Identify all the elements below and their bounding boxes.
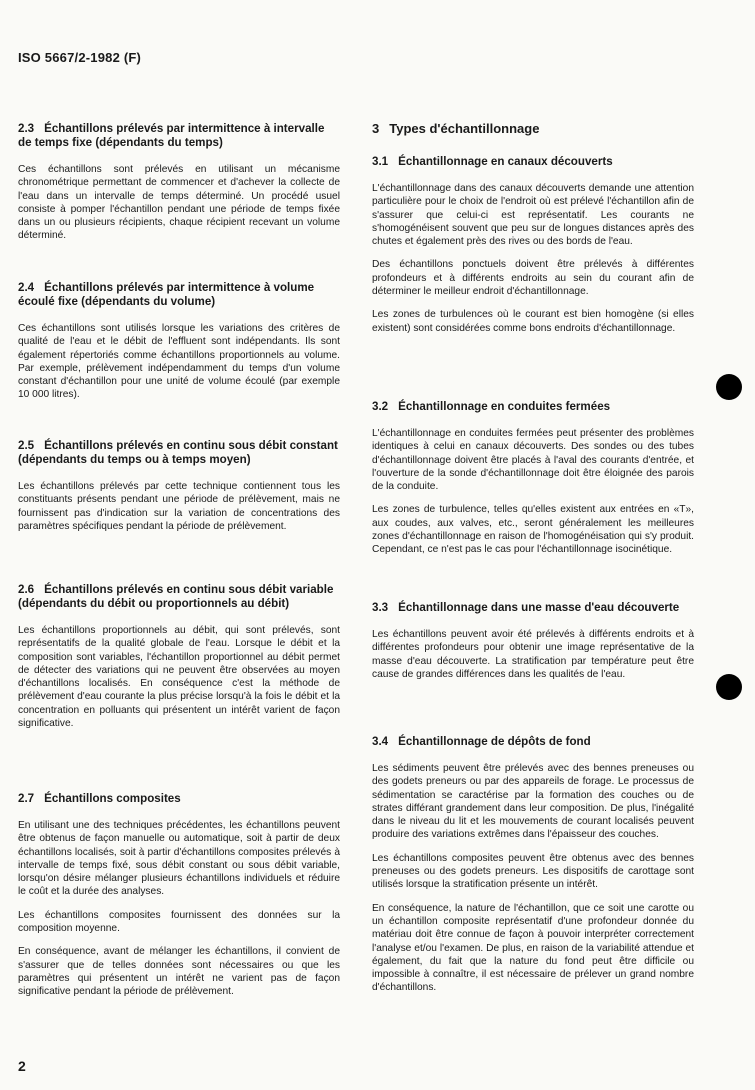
paragraph: Ces échantillons sont utilisés lorsque les variations des critères de qualité de l'eau et le débit de l'effluent sont indépendants. Ils sont également répertoriés comme échantillons proportionnels au volume. Par exemple, prélèvement indépendamment du temps d'un volume constant d'échantillon pour une unité de volume écoulé (par exemple 10 000 litres). — [18, 323, 340, 401]
section-title: Échantillons prélevés par intermittence à volume écoulé fixe (dépendants du volume) — [18, 281, 315, 308]
paragraph: Les échantillons proportionnels au débit, qui sont prélevés, sont représentatifs de la qualité globale de l'eau. Lorsque le débit et la composition sont variables, l'échantillon proportionnel au débit permet de détecter des variations qui ne peuvent être observées au moyen d'échantillons localisés. En conséquence c'est la méthode de prélèvement d'eau courante la plus précise lorsqu'à la fois le débit et la concentration en polluants qui présentent un intérêt varient de façon significative. — [18, 625, 340, 730]
section-2-3 — [18, 122, 340, 253]
paragraph: Les échantillons peuvent avoir été prélevés à différents endroits et à différentes profondeurs pour obtenir une image représentative de la masse d'eau découverte. La stratification par température peut être cause de grandes différences dans les qualités de l'eau. — [372, 629, 694, 680]
page-number: 2 — [18, 1058, 26, 1074]
section-heading — [18, 281, 340, 309]
paragraph: En conséquence, avant de mélanger les échantillons, il convient de s'assurer que de telles données sont nécessaires ou que les paramètres qui présentent un intérêt ne varient pas de façon significative pendant la période de prélèvement. — [18, 946, 340, 998]
section-3-2 — [372, 400, 694, 567]
section-heading — [18, 792, 340, 806]
paragraph: Des échantillons ponctuels doivent être prélevés à différentes profondeurs et à différents endroits au sein du courant afin de déterminer le meilleur endroit d'échantillonnage. — [372, 259, 694, 298]
section-heading — [372, 735, 694, 749]
document-header: ISO 5667/2-1982 (F) — [18, 50, 142, 65]
section-number: 2.3 — [18, 122, 35, 135]
punch-hole-bottom — [716, 674, 742, 700]
section-heading — [372, 155, 694, 169]
section-title: Échantillonnage en canaux découverts — [398, 155, 613, 168]
section-heading — [372, 400, 694, 414]
section-title: Types d'échantillonnage — [389, 121, 540, 136]
paragraph: Les zones de turbulence, telles qu'elles existent aux entrées en «T», aux coudes, aux valves, etc., seront généralement les meilleures zones d'échantillonnage en raison de l'homogénéisation qui s'y produit. Cependant, ce n'est pas le cas pour l'échantillonnage isocinétique. — [372, 504, 694, 556]
paragraph: En utilisant une des techniques précédentes, les échantillons peuvent être obtenus de façon manuelle ou automatique, soit à partir de deux échantillons localisés, soit à partir d'échantillons composites prélevés à intervalle de temps fixé, sous débit constant ou sous débit variable, lorsqu'on désire mélanger plusieurs échantillons individuels et réduire le coût et la durée des analyses. — [18, 820, 340, 898]
section-3 — [372, 121, 694, 150]
section-title: Échantillons prélevés en continu sous débit variable (dépendants du débit ou proportionnels au débit) — [18, 583, 334, 610]
section-3-4 — [372, 735, 694, 1005]
section-number: 3.2 — [372, 400, 389, 413]
paragraph: Ces échantillons sont prélevés en utilisant un mécanisme chronométrique permettant de commencer et d'achever la collecte de l'eau dans un intervalle de temps déterminé. Un procédé usuel consiste à pomper l'échantillon pendant une période de temps fixée dans un ou plusieurs récipients, chaque récipient recevant un volume déterminé. — [18, 164, 340, 242]
section-number: 2.6 — [18, 583, 35, 596]
section-3-1 — [372, 155, 694, 345]
section-2-6 — [18, 583, 340, 740]
punch-hole-top — [716, 374, 742, 400]
section-number: 2.5 — [18, 439, 35, 452]
section-number: 2.7 — [18, 792, 35, 805]
section-3-3 — [372, 601, 694, 691]
paragraph: L'échantillonnage dans des canaux découverts demande une attention particulière pour le choix de l'endroit où est prélevé l'échantillon afin de s'assurer que celui-ci est représentatif. Les courants ne s'homogénéisent souvent que peu sur de longues distances après des chutes et également près des rives ou des bords de l'eau. — [372, 183, 694, 248]
section-number: 3.1 — [372, 155, 389, 168]
section-heading — [18, 122, 340, 150]
section-title: Échantillonnage en conduites fermées — [398, 400, 611, 413]
paragraph: Les zones de turbulences où le courant est bien homogène (si elles existent) sont considérées comme bons endroits d'échantillonnage. — [372, 309, 694, 334]
section-heading — [372, 601, 694, 615]
section-2-5 — [18, 439, 340, 543]
section-heading — [18, 583, 340, 611]
section-2-4 — [18, 281, 340, 412]
section-title: Échantillons composites — [44, 792, 181, 805]
paragraph: L'échantillonnage en conduites fermées peut présenter des problèmes identiques à celui en canaux découverts. Des sondes ou des tubes d'échantillonnage doivent être placés à l'aval des courants d'entrée, et l'ouverture de la sonde d'échantillonnage doit être éloignée des parois de la conduite. — [372, 428, 694, 493]
section-heading — [18, 439, 340, 467]
paragraph: En conséquence, la nature de l'échantillon, que ce soit une carotte ou un échantillon composite représentatif d'une profondeur donnée du matériau doit être connue de façon à pouvoir interpréter correctement l'analyse et/ou l'examen. De plus, en raison de la variabilité attendue et également, du fait que la nature du fond peut être difficile ou impossible à connaître, il est nécessaire de prélever un grand nombre d'échantillons. — [372, 902, 694, 994]
section-number: 3.4 — [372, 735, 389, 748]
section-number: 2.4 — [18, 281, 35, 294]
section-title: Échantillons prélevés en continu sous débit constant (dépendants du temps ou à temps moyen) — [18, 439, 338, 466]
section-title: Échantillons prélevés par intermittence à intervalle de temps fixe (dépendants du temps) — [18, 122, 325, 149]
section-number: 3.3 — [372, 601, 389, 614]
paragraph: Les échantillons prélevés par cette technique contiennent tous les constituants présents pendant une période de prélèvement, mais ne fournissent pas d'indication sur la variation de concentrations des paramètres spécifiques pendant la période de prélèvement. — [18, 481, 340, 532]
section-2-7 — [18, 792, 340, 1009]
section-heading — [372, 121, 694, 137]
paragraph: Les sédiments peuvent être prélevés avec des bennes preneuses ou des godets preneurs ou par des appareils de forage. Le processus de sédimentation se caractérise par la formation des couches ou de strates différant grandement dans leur composition. De plus, l'inégalité dans le niveau du lit et les mouvements de courant localisés peuvent produire des variations extrêmes dans l'épaisseur des couches. — [372, 763, 694, 841]
section-title: Échantillonnage de dépôts de fond — [398, 735, 591, 748]
section-number: 3 — [372, 121, 380, 136]
section-title: Échantillonnage dans une masse d'eau découverte — [398, 601, 680, 614]
paragraph: Les échantillons composites fournissent des données sur la composition moyenne. — [18, 909, 340, 935]
paragraph: Les échantillons composites peuvent être obtenus avec des bennes preneuses ou des godets preneurs. Les dispositifs de carottage sont utilisés lorsque la stratification présente un intérêt. — [372, 852, 694, 891]
